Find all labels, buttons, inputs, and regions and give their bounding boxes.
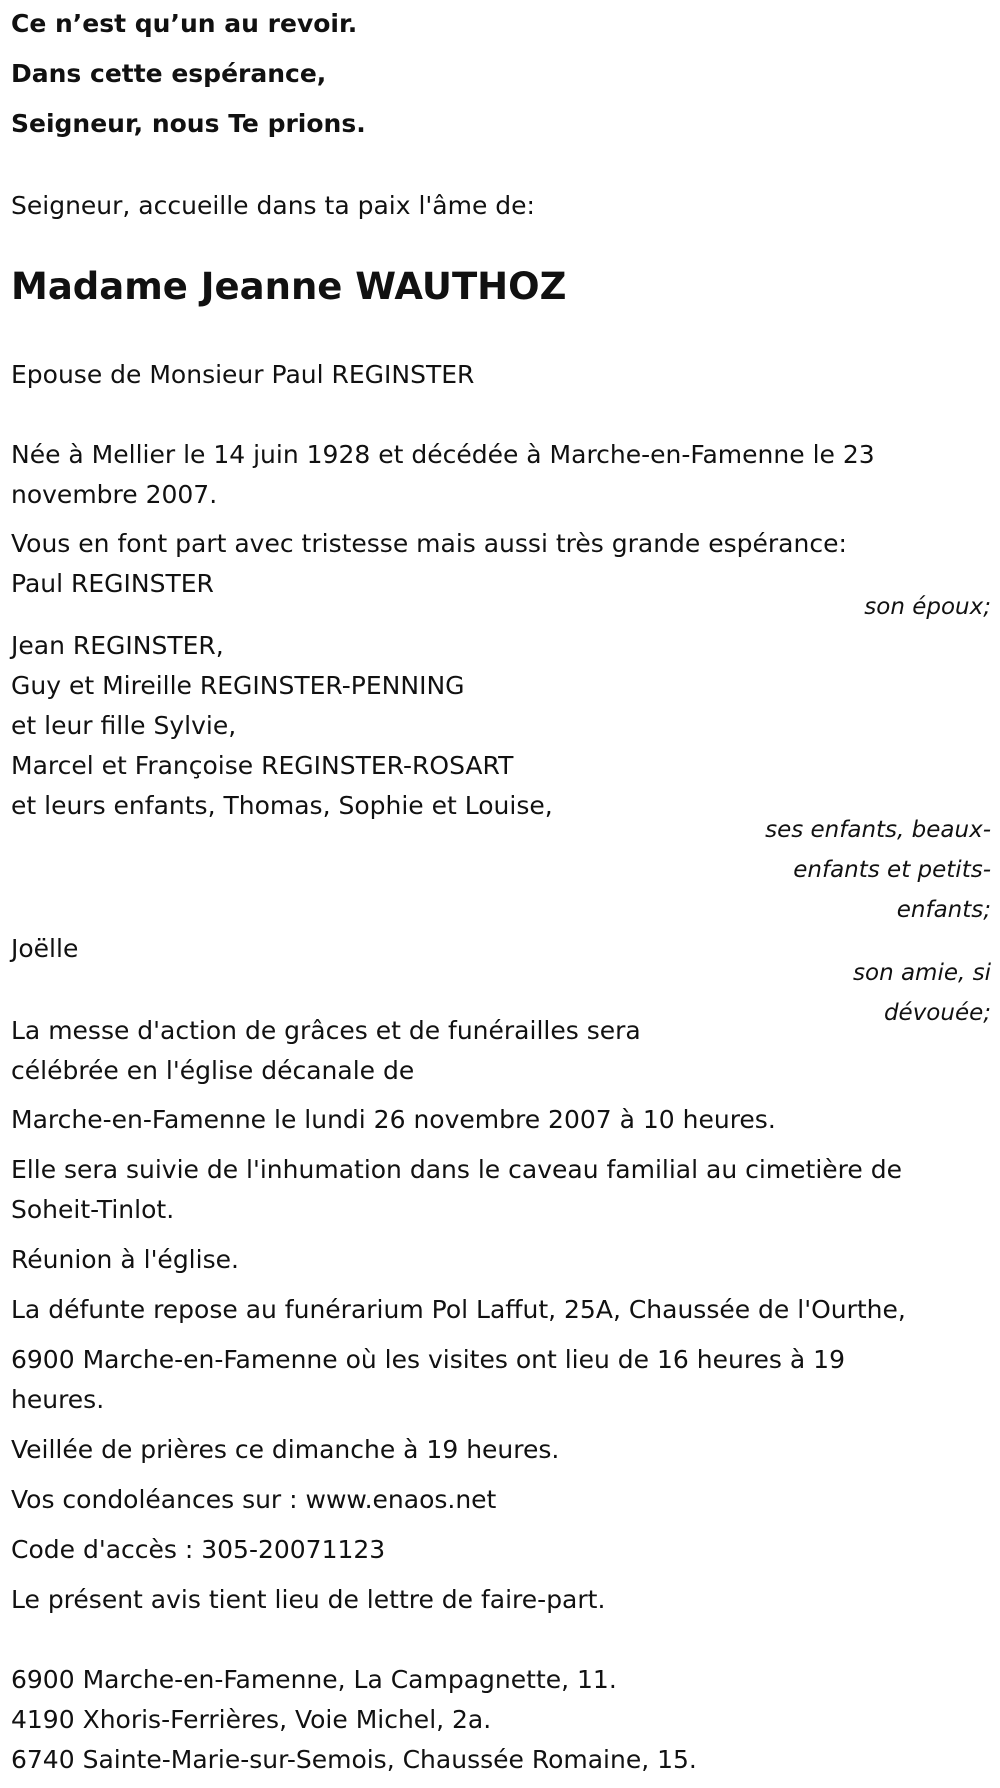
mass-line-2: célébrée en l'église décanale de: [11, 1056, 415, 1085]
family-child-5: et leurs enfants, Thomas, Sophie et Louise,: [11, 791, 553, 820]
family-friend-relation-2: dévouée;: [883, 1000, 991, 1026]
deceased-name: Madame Jeanne WAUTHOZ: [11, 265, 567, 308]
detail-visits-line-1: 6900 Marche-en-Famenne où les visites ont lieu de 16 heures à 19: [11, 1345, 845, 1374]
family-friend-relation-1: son amie, si: [853, 960, 991, 986]
intro-text: Seigneur, accueille dans ta paix l'âme de:: [11, 191, 535, 220]
detail-meeting: Réunion à l'église.: [11, 1245, 239, 1274]
address-2: 4190 Xhoris-Ferrières, Voie Michel, 2a.: [11, 1705, 492, 1734]
detail-burial-line-2: Soheit-Tinlot.: [11, 1195, 175, 1224]
birth-death-line-1: Née à Mellier le 14 juin 1928 et décédée à Marche-en-Famenne le 23: [11, 440, 875, 469]
detail-funeral-date: Marche-en-Famenne le lundi 26 novembre 2007 à 10 heures.: [11, 1105, 776, 1134]
detail-condolences: Vos condoléances sur : www.enaos.net: [11, 1485, 497, 1514]
family-friend-name: Joëlle: [11, 934, 79, 963]
announcement: Vous en font part avec tristesse mais aussi très grande espérance:: [11, 529, 847, 558]
family-child-3: et leur fille Sylvie,: [11, 711, 237, 740]
family-children-relation-3: enfants;: [896, 897, 991, 923]
detail-notice: Le présent avis tient lieu de lettre de faire-part.: [11, 1585, 606, 1614]
family-spouse-relation: son époux;: [864, 594, 991, 620]
prayer-line-1: Ce n’est qu’un au revoir.: [11, 9, 358, 38]
detail-vigil: Veillée de prières ce dimanche à 19 heures.: [11, 1435, 560, 1464]
family-child-2: Guy et Mireille REGINSTER-PENNING: [11, 671, 465, 700]
mass-line-1: La messe d'action de grâces et de funérailles sera: [11, 1016, 641, 1045]
family-children-relation-2: enfants et petits-: [793, 857, 991, 883]
prayer-line-3: Seigneur, nous Te prions.: [11, 109, 366, 138]
spouse-line: Epouse de Monsieur Paul REGINSTER: [11, 360, 475, 389]
detail-funeral-home: La défunte repose au funérarium Pol Laffut, 25A, Chaussée de l'Ourthe,: [11, 1295, 906, 1324]
family-children-relation-1: ses enfants, beaux-: [765, 817, 991, 843]
detail-access-code: Code d'accès : 305-20071123: [11, 1535, 386, 1564]
address-1: 6900 Marche-en-Famenne, La Campagnette, 11.: [11, 1665, 617, 1694]
birth-death-line-2: novembre 2007.: [11, 480, 218, 509]
detail-burial-line-1: Elle sera suivie de l'inhumation dans le caveau familial au cimetière de: [11, 1155, 902, 1184]
prayer-line-2: Dans cette espérance,: [11, 59, 327, 88]
family-spouse-name: Paul REGINSTER: [11, 569, 214, 598]
detail-visits-line-2: heures.: [11, 1385, 105, 1414]
address-3: 6740 Sainte-Marie-sur-Semois, Chaussée Romaine, 15.: [11, 1745, 697, 1774]
family-child-1: Jean REGINSTER,: [11, 631, 224, 660]
family-child-4: Marcel et Françoise REGINSTER-ROSART: [11, 751, 514, 780]
